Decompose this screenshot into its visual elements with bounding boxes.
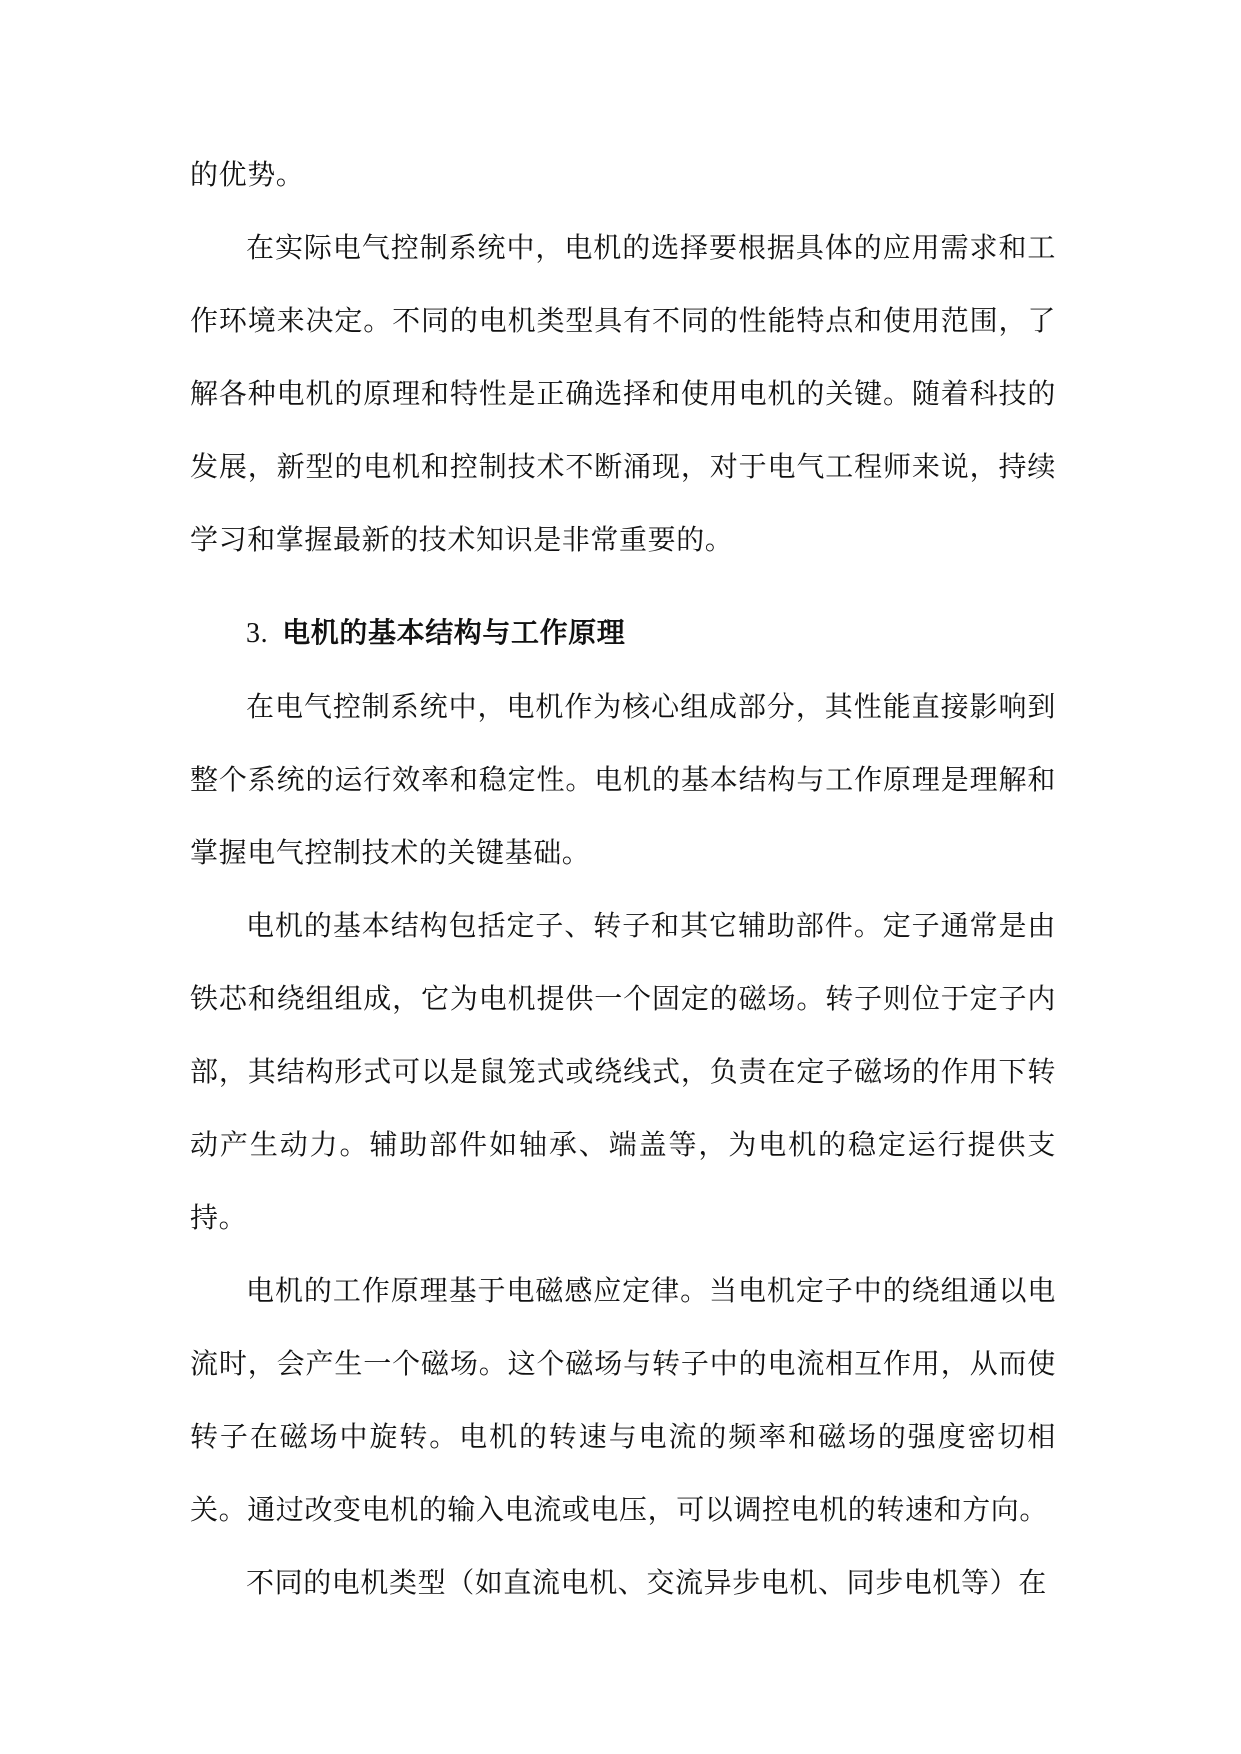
paragraph-intro: 在电气控制系统中，电机作为核心组成部分，其性能直接影响到整个系统的运行效率和稳定性。电机的基本结构与工作原理是理解和掌握电气控制技术的关键基础。 [190, 690, 1056, 869]
page-content [190, 138, 1056, 1619]
section-heading [190, 596, 1056, 670]
paragraph-principle: 电机的工作原理基于电磁感应定律。当电机定子中的绕组通以电流时，会产生一个磁场。这个磁场与转子中的电流相互作用，从而使转子在磁场中旋转。电机的转速与电流的频率和磁场的强度密切相关。通过改变电机的输入电流或电压，可以调控电机的转速和方向。 [190, 1274, 1056, 1526]
paragraph-continuation: 的优势。 [190, 158, 305, 191]
section-title: 电机的基本结构与工作原理 [282, 616, 626, 649]
paragraph-structure: 电机的基本结构包括定子、转子和其它辅助部件。定子通常是由铁芯和绕组组成，它为电机提供一个固定的磁场。转子则位于定子内部，其结构形式可以是鼠笼式或绕线式，负责在定子磁场的作用下转动产生动力。辅助部件如轴承、端盖等，为电机的稳定运行提供支持。 [190, 909, 1056, 1234]
paragraph-motor-types: 不同的电机类型（如直流电机、交流异步电机、同步电机等）在 [246, 1566, 1047, 1599]
paragraph-motor-selection: 在实际电气控制系统中，电机的选择要根据具体的应用需求和工作环境来决定。不同的电机类型具有不同的性能特点和使用范围，了解各种电机的原理和特性是正确选择和使用电机的关键。随着科技的发展，新型的电机和控制技术不断涌现，对于电气工程师来说，持续学习和掌握最新的技术知识是非常重要的。 [190, 231, 1056, 556]
section-number: 3. [246, 618, 269, 649]
